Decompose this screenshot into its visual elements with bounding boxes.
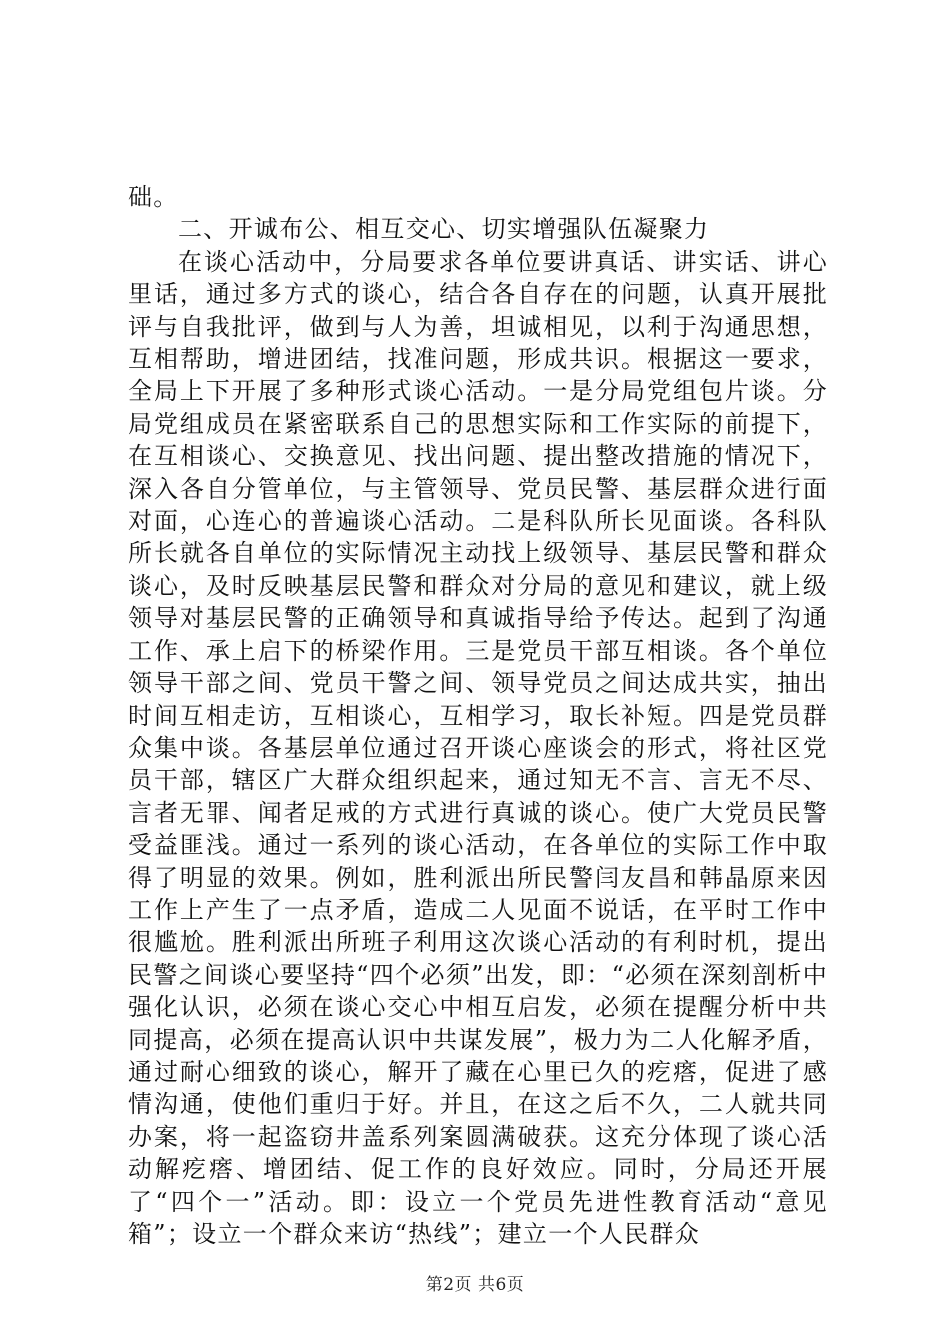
section-heading: 二、开诚布公、相互交心、切实增强队伍凝聚力 bbox=[178, 215, 710, 244]
body-paragraph: 在谈心活动中，分局要求各单位要讲真话、讲实话、讲心里话，通过多方式的谈心，结合各自存在的问题，认真开展批评与自我批评，做到与人为善，坦诚相见，以利于沟通思想，互相帮助，增进团结，找准问题，形成共识。根据这一要求，全局上下开展了多种形式谈心活动。一是分局党组包片谈。分局党组成员在紧密联系自己的思想实际和工作实际的前提下，在互相谈心、交换意见、找出问题、提出整改措施的情况下，深入各自分管单位，与主管领导、党员民警、基层群众进行面对面，心连心的普遍谈心活动。二是科队所长见面谈。各科队所长就各自单位的实际情况主动找上级领导、基层民警和群众谈心，及时反映基层民警和群众对分局的意见和建议，就上级领导对基层民警的正确领导和真诚指导给予传达。起到了沟通工作、承上启下的桥梁作用。三是党员干部互相谈。各个单位领导干部之间、党员干警之间、领导党员之间达成共实，抽出时间互相走访，互相谈心，互相学习，取长补短。四是党员群众集中谈。各基层单位通过召开谈心座谈会的形式，将社区党员干部，辖区广大群众组织起来，通过知无不言、言无不尽、言者无罪、闻者足戒的方式进行真诚的谈心。使广大党员民警受益匪浅。通过一系列的谈心活动，在各单位的实际工作中取得了明显的效果。例如，胜利派出所民警闫友昌和韩晶原来因工作上产生了一点矛盾，造成二人见面不说话，在平时工作中很尴尬。胜利派出所班子利用这次谈心活动的有利时机，提出民警之间谈心要坚持“四个必须”出发，即：“必须在深刻剖析中强化认识，必须在谈心交心中相互启发，必须在提醒分析中共同提高，必须在提高认识中共谋发展”，极力为二人化解矛盾，通过耐心细致的谈心，解开了藏在心里已久的疙瘩，促进了感情沟通，使他们重归于好。并且，在这之后不久，二人就共同办案，将一起盗窃井盖系列案圆满破获。这充分体现了谈心活动解疙瘩、增团结、促工作的良好效应。同时，分局还开展了“四个一”活动。即：设立一个党员先进性教育活动“意见箱”；设立一个群众来访“热线”；建立一个人民群众 bbox=[128, 247, 828, 1248]
continuation-text: 础。 bbox=[128, 183, 179, 211]
document-body bbox=[128, 181, 828, 1250]
page-footer: 第2页 共6页 bbox=[425, 1275, 525, 1295]
